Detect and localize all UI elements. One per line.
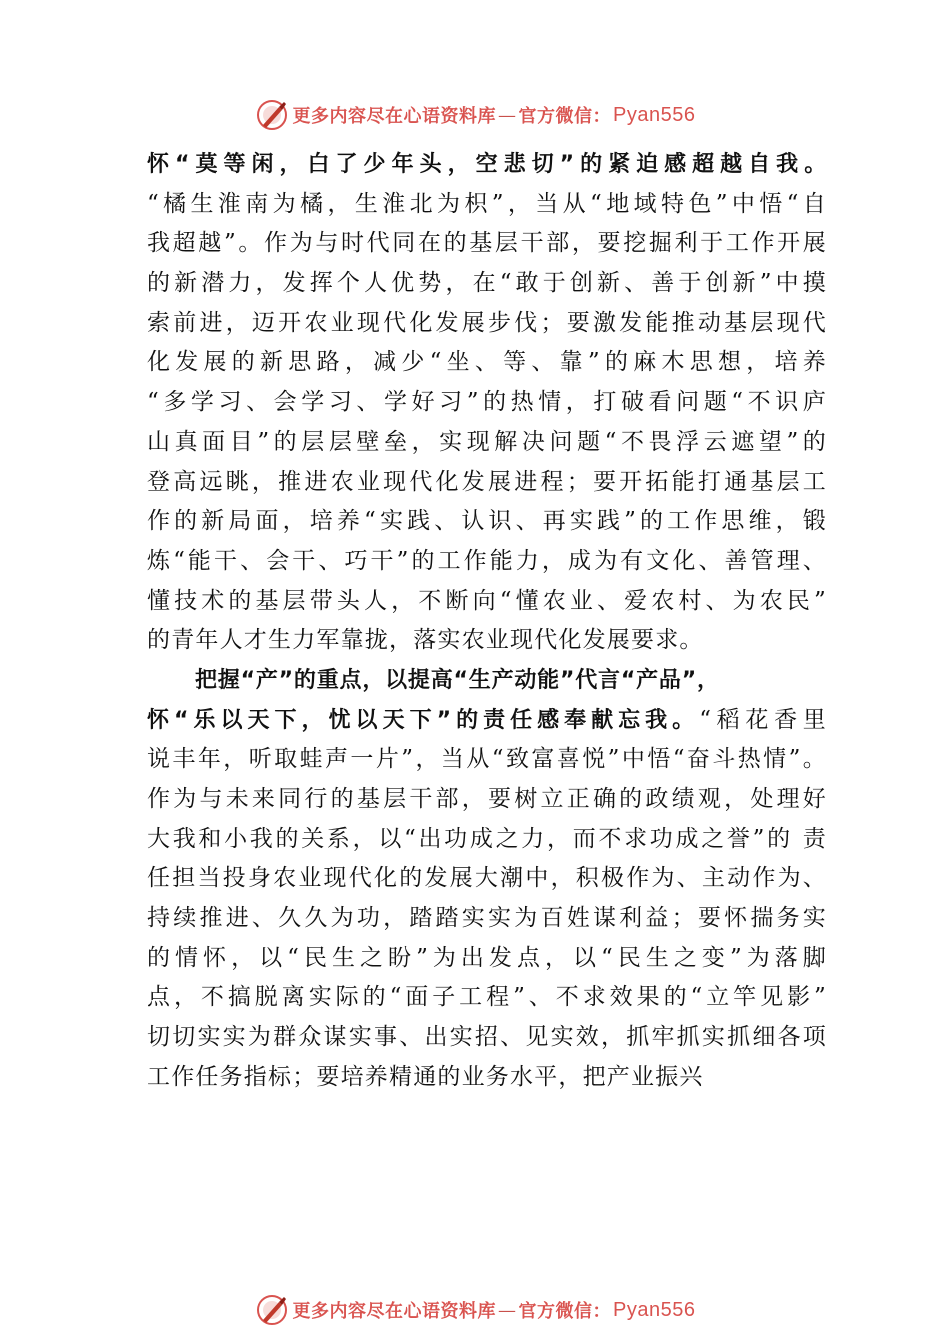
pen-seal-icon [255, 98, 289, 132]
watermark-separator: — [498, 1299, 517, 1321]
text-line: 点，不搞脱离实际的“面子工程”、不求效果的“立竿见影” [147, 984, 827, 1011]
text-line: 任担当投身农业现代化的发展大潮中，积极作为、主动作为、 [147, 865, 827, 892]
text-line: 炼“能干、会干、巧干”的工作能力，成为有文化、善管理、 [147, 547, 827, 574]
watermark-side-label: 官方微信： [518, 1301, 612, 1322]
footer-watermark [0, 1290, 950, 1330]
watermark-wechat-id: Pyan556 [613, 103, 696, 126]
text-line: 山真面目”的层层壁垒，实现解决问题“不畏浮云遮望”的 [147, 428, 827, 455]
text-line: “橘生淮南为橘，生淮北为枳”，当从“地域特色”中悟“自 [147, 190, 827, 217]
text-line: 持续推进、久久为功，踏踏实实为百姓谋利益；要怀揣务实 [147, 905, 827, 932]
text-line: 登高远眺，推进农业现代化发展进程；要开拓能打通基层工 [147, 468, 827, 495]
text-line: 说丰年，听取蛙声一片”，当从“致富喜悦”中悟“奋斗热情”。 [147, 746, 827, 773]
text-line: 工作任务指标；要培养精通的业务水平，把产业振兴 [147, 1063, 704, 1090]
pen-seal-icon [255, 1293, 289, 1327]
watermark-side-label: 官方微信： [518, 106, 612, 127]
header-watermark [0, 95, 950, 135]
text-line: 我超越”。作为与时代同在的基层干部，要挖掘利于工作开展 [147, 230, 827, 257]
text-line: 作为与未来同行的基层干部，要树立正确的政绩观，处理好 [147, 786, 827, 812]
text-line: 的青年人才生力军靠拢，落实农业现代化发展要求。 [147, 627, 704, 654]
section-heading-line: 把握“产”的重点，以提高“生产动能”代言“产品”， [195, 667, 720, 693]
text-line: 切切实实为群众谋实事、出实招、见实效，抓牢抓实抓细各项 [147, 1024, 827, 1051]
text-line: 的情怀，以“民生之盼”为出发点，以“民生之变”为落脚 [147, 944, 827, 971]
text-line: 索前进，迈开农业现代化发展步伐；要激发能推动基层现代 [147, 309, 827, 336]
watermark-wechat-id: Pyan556 [613, 1298, 696, 1321]
text-line: 大我和小我的关系，以“出功成之力，而不求功成之誉”的 责 [147, 825, 827, 852]
text-line: 化发展的新思路，减少“坐、等、靠”的麻木思想，培养 [147, 349, 827, 376]
text-line: “多学习、会学习、学好习”的热情，打破看问题“不识庐 [147, 389, 827, 416]
mixed-text-line [147, 701, 827, 741]
document-body [147, 145, 827, 1098]
bold-lead-text: 怀“乐以天下，忧以天下”的责任感奉献忘我。 [147, 707, 700, 733]
text-line: 的新潜力，发挥个人优势，在“敢于创新、善于创新”中摸 [147, 270, 827, 297]
watermark-separator: — [498, 104, 517, 126]
watermark-text: 更多内容尽在心语资料库 [292, 1301, 497, 1322]
normal-trail-text: “稻花香里 [699, 706, 827, 733]
watermark-text: 更多内容尽在心语资料库 [292, 106, 497, 127]
text-line: 作的新局面，培养“实践、认识、再实践”的工作思维，锻 [147, 508, 827, 535]
text-line: 懂技术的基层带头人，不断向“懂农业、爱农村、为农民” [147, 587, 827, 614]
text-line: 怀“莫等闲，白了少年头，空悲切”的紧迫感超越自我。 [147, 152, 827, 177]
